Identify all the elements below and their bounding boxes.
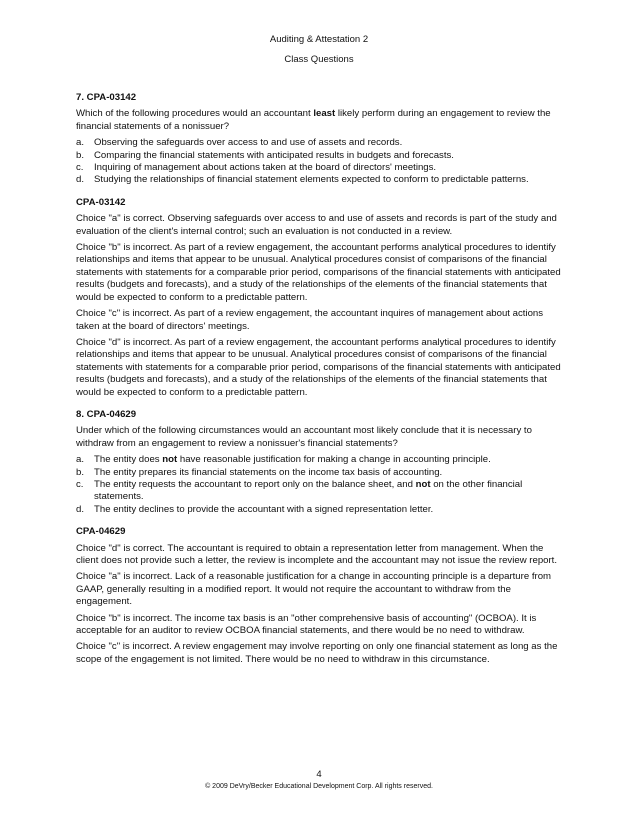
question-7-heading: 7. CPA-03142	[76, 92, 137, 103]
answer-8-choice-b: Choice "b" is incorrect. The income tax basis is an "other comprehensive basis of accounting" (OCBOA). It is acceptable for an auditor to review OCBOA financial statements, and there would be no need to withdraw.	[76, 612, 537, 637]
emphasis-not: not	[162, 454, 178, 466]
question-8-heading: 8. CPA-04629	[76, 408, 137, 420]
emphasis-not: not	[415, 478, 431, 490]
header-subtitle: Class Questions	[284, 54, 354, 65]
question-8-options	[76, 454, 562, 516]
option-d: d. The entity declines to provide the accountant with a signed representation letter.	[76, 503, 434, 515]
question-8-stem: Under which of the following circumstances would an accountant most likely conclude that it is necessary to withdraw from an engagement to review a nonissuer's financial statements?	[76, 425, 532, 449]
option-b: b. Comparing the financial statements with anticipated results in budgets and forecasts.	[76, 149, 454, 161]
question-7-stem: Which of the following procedures would an accountant least likely perform during an engagement to review the financial statements of a nonissuer?	[76, 108, 551, 132]
answer-7-choice-d: Choice "d" is incorrect. As part of a review engagement, the accountant performs analytical procedures to identify relationships and items that appear to be unusual. Analytical procedures consist of comparisons of the financial statements with statements for a comparable prior period, comparisons of the financial statements with anticipated results (budgets and forecasts), and a study of the relationships of the elements of the financial statements that would be expected to conform to a predictable pattern.	[76, 336, 561, 398]
answer-8-choice-a: Choice "a" is incorrect. Lack of a reasonable justification for a change in accounting principle is a departure from GAAP, generally resulting in a modified report. It would not require the accountant to withdraw from the engagement.	[76, 571, 552, 608]
answer-8-heading: CPA-04629	[76, 526, 126, 538]
content-body	[76, 92, 562, 666]
option-a: a. The entity does not have reasonable justification for making a change in accounting principle.	[76, 454, 491, 466]
answer-7-choice-c: Choice "c" is incorrect. As part of a review engagement, the accountant inquires of management about actions taken at the board of directors' meetings.	[76, 308, 544, 332]
answer-7-choice-a: Choice "a" is correct. Observing safeguards over access to and use of assets and records is part of the study and evaluation of the client's internal control; such an evaluation is not conducted in a review.	[76, 213, 557, 237]
answer-8-choice-d: Choice "d" is correct. The accountant is required to obtain a representation letter from management. When the client does not provide such a letter, the review is incomplete and the accountant may not issue the review report.	[76, 542, 558, 566]
option-a: a. Observing the safeguards over access to and use of assets and records.	[76, 137, 403, 149]
option-c: c. Inquiring of management about actions taken at the board of directors' meetings.	[76, 162, 437, 174]
option-b: b. The entity prepares its financial statements on the income tax basis of accounting.	[76, 466, 443, 478]
emphasis-least: least	[313, 108, 336, 120]
answer-7-heading: CPA-03142	[76, 196, 126, 208]
answer-8-choice-c: Choice "c" is incorrect. A review engagement may involve reporting on only one financial statement as long as the scope of the engagement is not limited. There would be no need to withdraw in this circumstance.	[76, 641, 558, 665]
option-d: d. Studying the relationships of financial statement elements expected to conform to predictable patterns.	[76, 174, 529, 186]
header-title: Auditing & Attestation 2	[269, 34, 369, 45]
option-c: c. The entity requests the accountant to report only on the balance sheet, and not on the other financial statements.	[76, 478, 523, 503]
answer-7-choice-b: Choice "b" is incorrect. As part of a review engagement, the accountant performs analytical procedures to identify relationships and items that appear to be unusual. Analytical procedures consist of comparisons of the financial statements with statements for a comparable prior period, comparisons of the financial statements with anticipated results (budgets and forecasts), and a study of the relationships of the elements of the financial statements that would be expected to conform to a predictable pattern.	[76, 242, 561, 303]
copyright-footer: © 2009 DeVry/Becker Educational Development Corp. All rights reserved.	[205, 783, 433, 790]
question-7-options	[76, 137, 562, 187]
page-number: 4	[316, 769, 322, 780]
